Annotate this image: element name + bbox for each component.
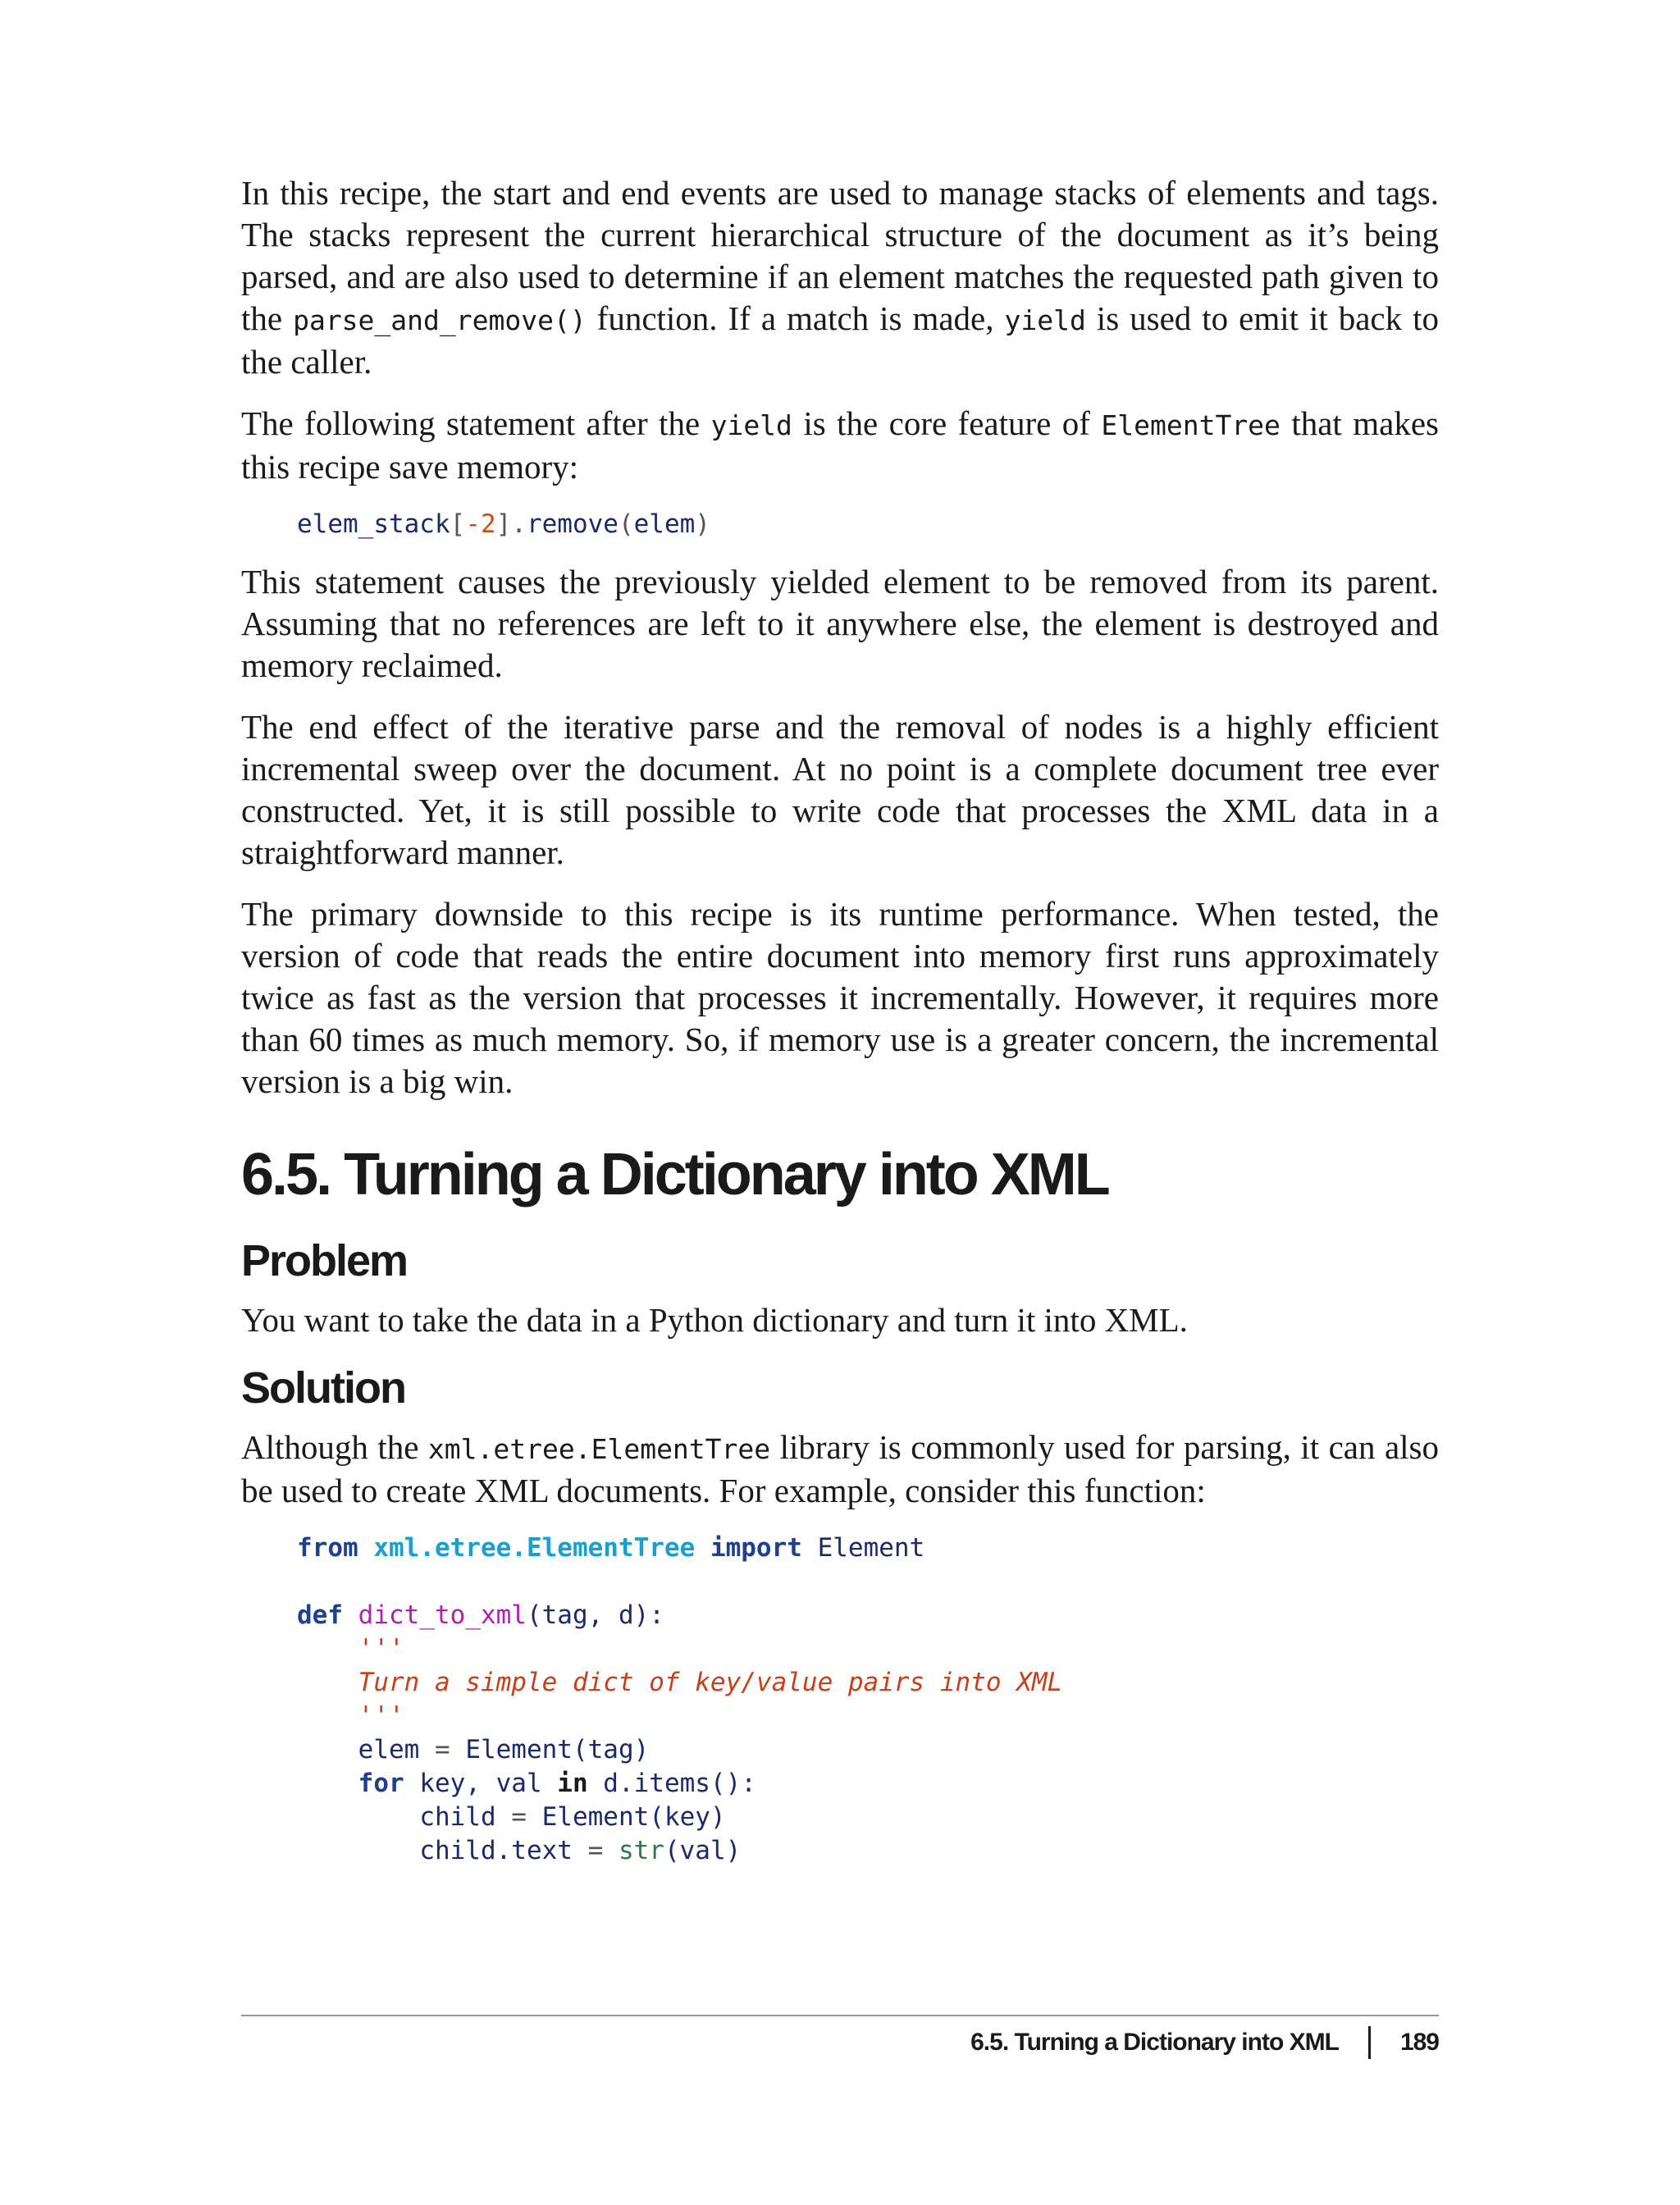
inline-code: yield [1004, 304, 1086, 336]
code-token: Turn a simple dict of key/value pairs into XML [358, 1668, 1063, 1697]
code-block-dict-to-xml [297, 1532, 1439, 1868]
code-token: def [297, 1600, 343, 1630]
code-token: from [297, 1533, 358, 1563]
footer-divider [241, 2015, 1439, 2016]
paragraph-text: that makes this recipe save memory: [241, 404, 1439, 486]
code-token: = [572, 1836, 619, 1865]
code-token: key, val [404, 1769, 558, 1798]
code-token: dict_to_xml [358, 1600, 527, 1630]
paragraph-text: is used to emit it back to the caller. [241, 299, 1439, 381]
code-token: elem_stack [297, 509, 450, 539]
paragraph-text: Although the [241, 1428, 428, 1466]
paragraph-5: The primary downside to this recipe is its runtime performance. When tested, the version of code that reads the entire document into memory first runs approximately twice as fast as the version that processes it incrementally. However, it requires more than 60 times as much memory. So, if memory use is a greater concern, the incremental version is a big win. [241, 895, 1439, 1100]
code-token: ''' [358, 1701, 404, 1731]
solution-heading: Solution [241, 1363, 405, 1413]
section-heading: 6.5. Turning a Dictionary into XML [241, 1142, 1108, 1208]
code-token: remove [526, 509, 619, 539]
code-token: ]. [495, 509, 527, 539]
code-token: Element [817, 1533, 925, 1563]
code-token: for [358, 1769, 404, 1798]
code-token: xml.etree.ElementTree [373, 1533, 696, 1563]
code-token: child [419, 1802, 496, 1832]
paragraph-3: This statement causes the previously yielded element to be removed from its parent. Assuming that no references are left to it anywhere else, the element is destroyed and memory reclaimed. [241, 563, 1439, 684]
code-token: elem [633, 509, 696, 539]
code-token: elem [358, 1735, 420, 1764]
code-token: [ [450, 509, 466, 539]
code-token: import [710, 1533, 802, 1563]
code-token: Element(key) [541, 1802, 726, 1832]
paragraph-text: The following statement after the [241, 404, 711, 442]
code-token: child.text [419, 1836, 573, 1865]
footer-title: 6.5. Turning a Dictionary into XML [970, 2029, 1339, 2056]
code-token: -2 [465, 509, 496, 539]
text-column [241, 172, 1439, 1888]
paragraph-text: function. If a match is made, [586, 299, 1005, 337]
code-token: ( [618, 509, 634, 539]
code-block-remove [297, 508, 1439, 541]
paragraph-1 [241, 172, 1439, 383]
page-footer [970, 2026, 1439, 2059]
problem-heading: Problem [241, 1236, 408, 1285]
code-token: (val) [664, 1836, 742, 1865]
inline-code: xml.etree.ElementTree [427, 1433, 771, 1465]
code-token: (tag, d): [526, 1600, 664, 1630]
code-token: d.items(): [587, 1769, 756, 1798]
paragraph-text: library is commonly used for parsing, it can also be used to create XML documents. For example, consider this function: [241, 1428, 1439, 1509]
paragraph-text: is the core feature of [792, 404, 1102, 442]
code-token: in [557, 1769, 588, 1798]
paragraph-2 [241, 403, 1439, 488]
paragraph-text: In this recipe, the start and end events are used to manage stacks of elements and tags. The stacks represent the current hierarchical structure of the document as it’s being parsed, and are also used to determine if an element matches the requested path given to the [241, 174, 1439, 337]
code-token: = [495, 1802, 542, 1832]
paragraph-6: You want to take the data in a Python dictionary and turn it into XML. [241, 1301, 1188, 1339]
paragraph-7 [241, 1427, 1439, 1512]
page-number: 189 [1399, 2029, 1439, 2056]
inline-code: parse_and_remove() [293, 304, 587, 336]
paragraph-4: The end effect of the iterative parse and the removal of nodes is a highly efficient incremental sweep over the document. At no point is a complete document tree ever constructed. Yet, it is still possible to write code that processes the XML data in a straightforward manner. [241, 708, 1439, 871]
code-token: = [419, 1735, 466, 1764]
code-token: ''' [358, 1634, 404, 1664]
inline-code: yield [710, 409, 792, 441]
code-token: Element(tag) [465, 1735, 650, 1764]
inline-code: ElementTree [1101, 409, 1281, 441]
footer-separator [1368, 2026, 1371, 2059]
code-token: ) [695, 509, 710, 539]
code-token: str [618, 1836, 664, 1865]
